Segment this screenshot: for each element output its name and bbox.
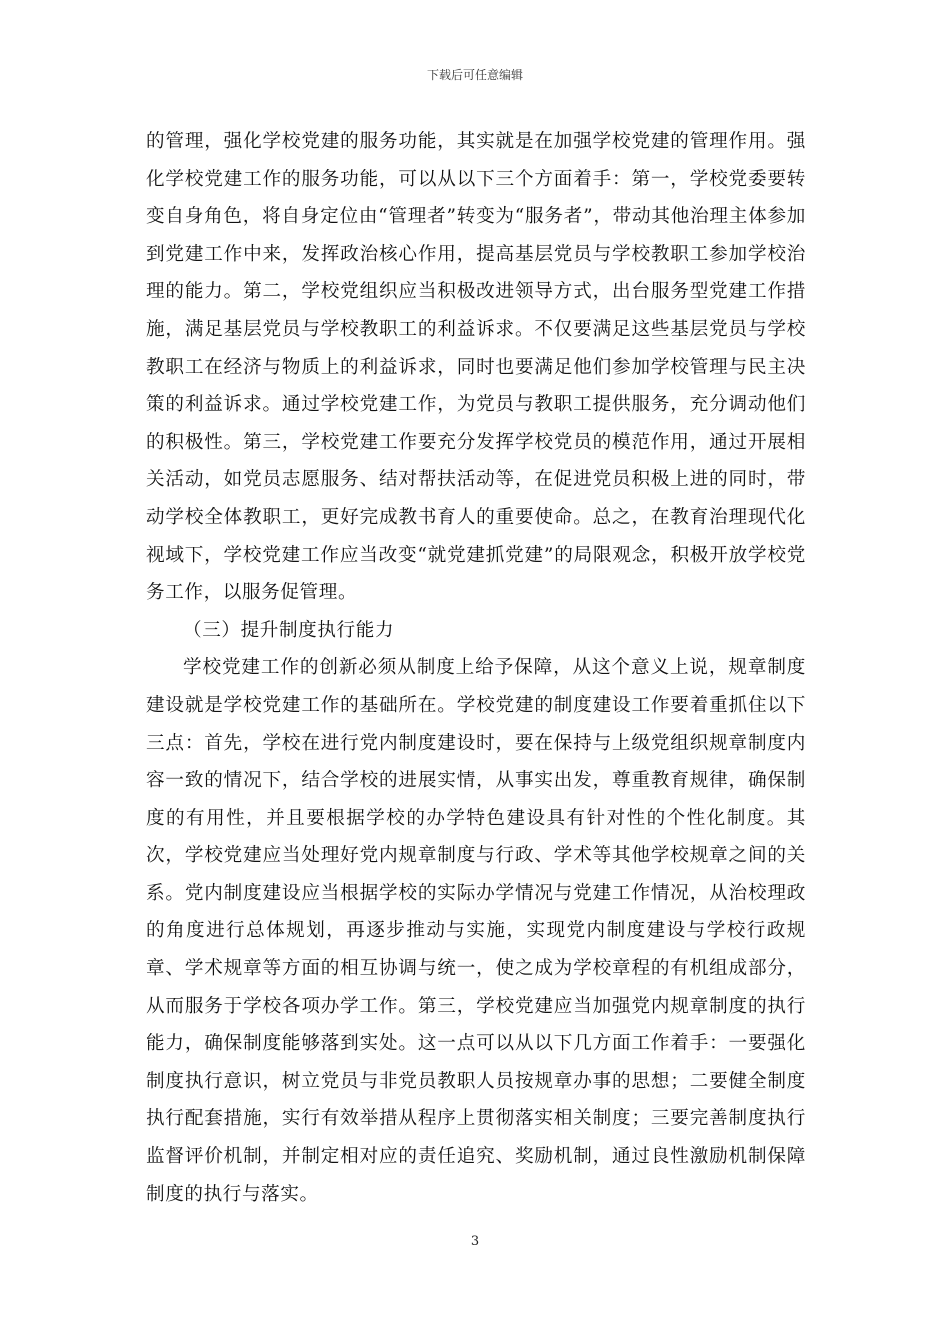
document-body xyxy=(146,123,806,1213)
paragraph: 的管理，强化学校党建的服务功能，其实就是在加强学校党建的管理作用。强化学校党建工作的服务功能，可以从以下三个方面着手：第一，学校党委要转变自身角色，将自身定位由“管理者”转变为“服务者”，带动其他治理主体参加到党建工作中来，发挥政治核心作用，提高基层党员与学校教职工参加学校治理的能力。第二，学校党组织应当积极改进领导方式，出台服务型党建工作措施，满足基层党员与学校教职工的利益诉求。不仅要满足这些基层党员与学校教职工在经济与物质上的利益诉求，同时也要满足他们参加学校管理与民主决策的利益诉求。通过学校党建工作，为党员与教职工提供服务，充分调动他们的积极性。第三，学校党建工作要充分发挥学校党员的模范作用，通过开展相关活动，如党员志愿服务、结对帮扶活动等，在促进党员积极上进的同时，带动学校全体教职工，更好完成教书育人的重要使命。总之，在教育治理现代化视域下，学校党建工作应当改变“就党建抓党建”的局限观念，积极开放学校党务工作，以服务促管理。 xyxy=(146,131,806,604)
page-header: 下载后可任意编辑 xyxy=(426,68,523,82)
paragraph: 学校党建工作的创新必须从制度上给予保障，从这个意义上说，规章制度建设就是学校党建工作的基础所在。学校党建的制度建设工作要着重抓住以下三点：首先，学校在进行党内制度建设时，要在保持与上级党组织规章制度内容一致的情况下，结合学校的进展实情，从事实出发，尊重教育规律，确保制度的有用性，并且要根据学校的办学特色建设具有针对性的个性化制度。其次，学校党建应当处理好党内规章制度与行政、学术等其他学校规章之间的关系。党内制度建设应当根据学校的实际办学情况与党建工作情况，从治校理政的角度进行总体规划，再逐步推动与实施，实现党内制度建设与学校行政规章、学术规章等方面的相互协调与统一，使之成为学校章程的有机组成部分，从而服务于学校各项办学工作。第三，学校党建应当加强党内规章制度的执行能力，确保制度能够落到实处。这一点可以从以下几方面工作着手：一要强化制度执行意识，树立党员与非党员教职人员按规章办事的思想；二要健全制度执行配套措施，实行有效举措从程序上贯彻落实相关制度；三要完善制度执行监督评价机制，并制定相对应的责任追究、奖励机制，通过良性激励机制保障制度的执行与落实。 xyxy=(146,657,806,1205)
section-heading: （三）提升制度执行能力 xyxy=(183,619,395,641)
page-number: 3 xyxy=(470,1234,480,1249)
